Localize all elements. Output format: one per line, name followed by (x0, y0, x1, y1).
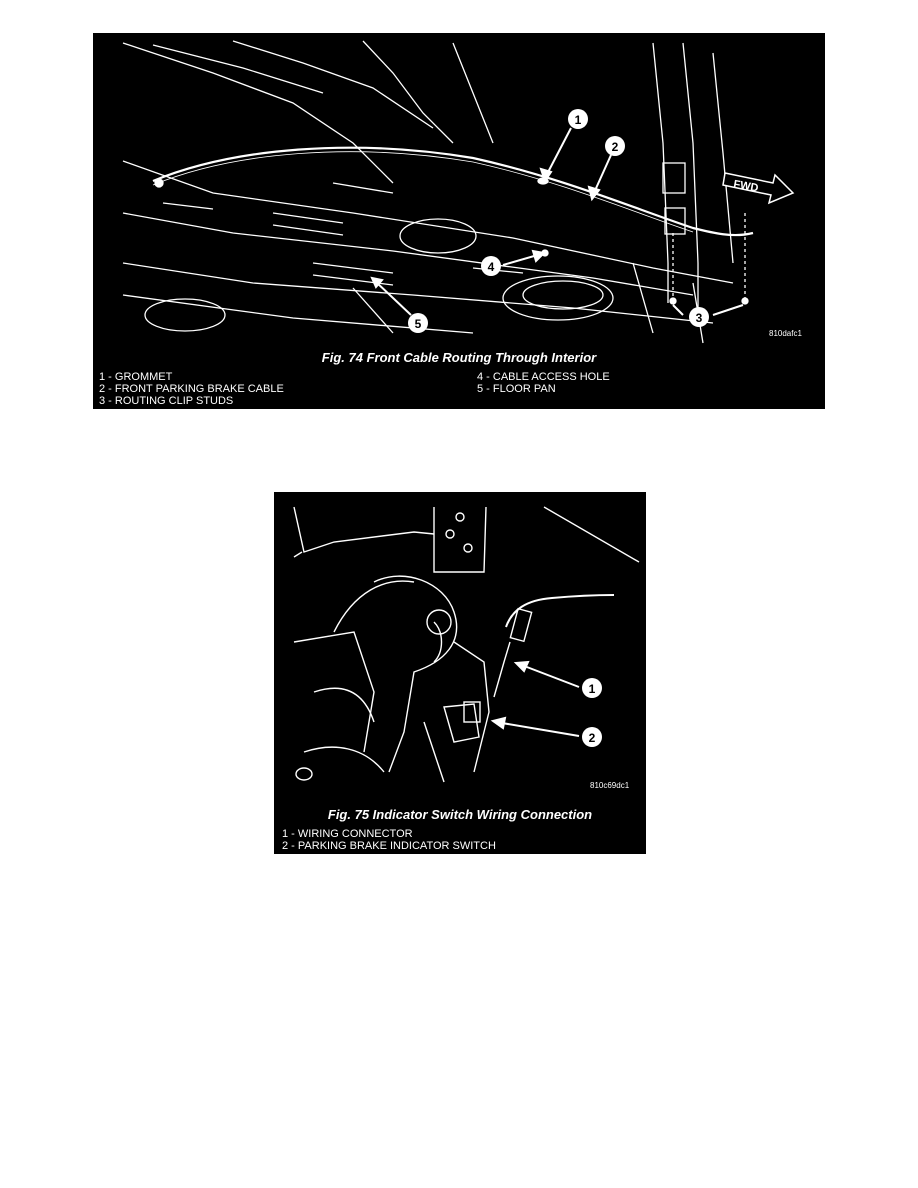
callout-75-2: 2 (588, 731, 596, 745)
callout-74-5: 5 (414, 317, 422, 331)
fwd-label: FWD (732, 178, 760, 195)
fwd-arrow-icon (723, 173, 793, 203)
figure-caption: Fig. 74 Front Cable Routing Through Interior (321, 350, 597, 365)
legend (282, 828, 496, 852)
figure-75 (274, 492, 646, 854)
legend-left (99, 371, 284, 407)
callout-74-3: 3 (695, 311, 703, 325)
callout-74-2: 2 (611, 140, 619, 154)
legend-item: 1 - WIRING CONNECTOR (282, 828, 413, 840)
callout-74-1: 1 (574, 113, 582, 127)
figure-caption: Fig. 75 Indicator Switch Wiring Connection (327, 807, 593, 822)
callout-74-4: 4 (487, 260, 495, 274)
legend-item: 1 - GROMMET (99, 371, 173, 383)
legend-item: 5 - FLOOR PAN (477, 383, 556, 395)
drawing-number: 810dafc1 (769, 329, 802, 338)
legend-item: 3 - ROUTING CLIP STUDS (99, 395, 234, 407)
drawing-number: 810c69dc1 (590, 781, 630, 790)
legend-item: 4 - CABLE ACCESS HOLE (477, 371, 610, 383)
legend-right (477, 371, 610, 395)
pedal-switch-illustration (274, 492, 646, 854)
legend-item: 2 - PARKING BRAKE INDICATOR SWITCH (282, 840, 496, 852)
callout-75-1: 1 (588, 682, 596, 696)
callouts-75 (493, 662, 579, 736)
figure-74 (93, 33, 825, 409)
legend-item: 2 - FRONT PARKING BRAKE CABLE (99, 383, 284, 395)
